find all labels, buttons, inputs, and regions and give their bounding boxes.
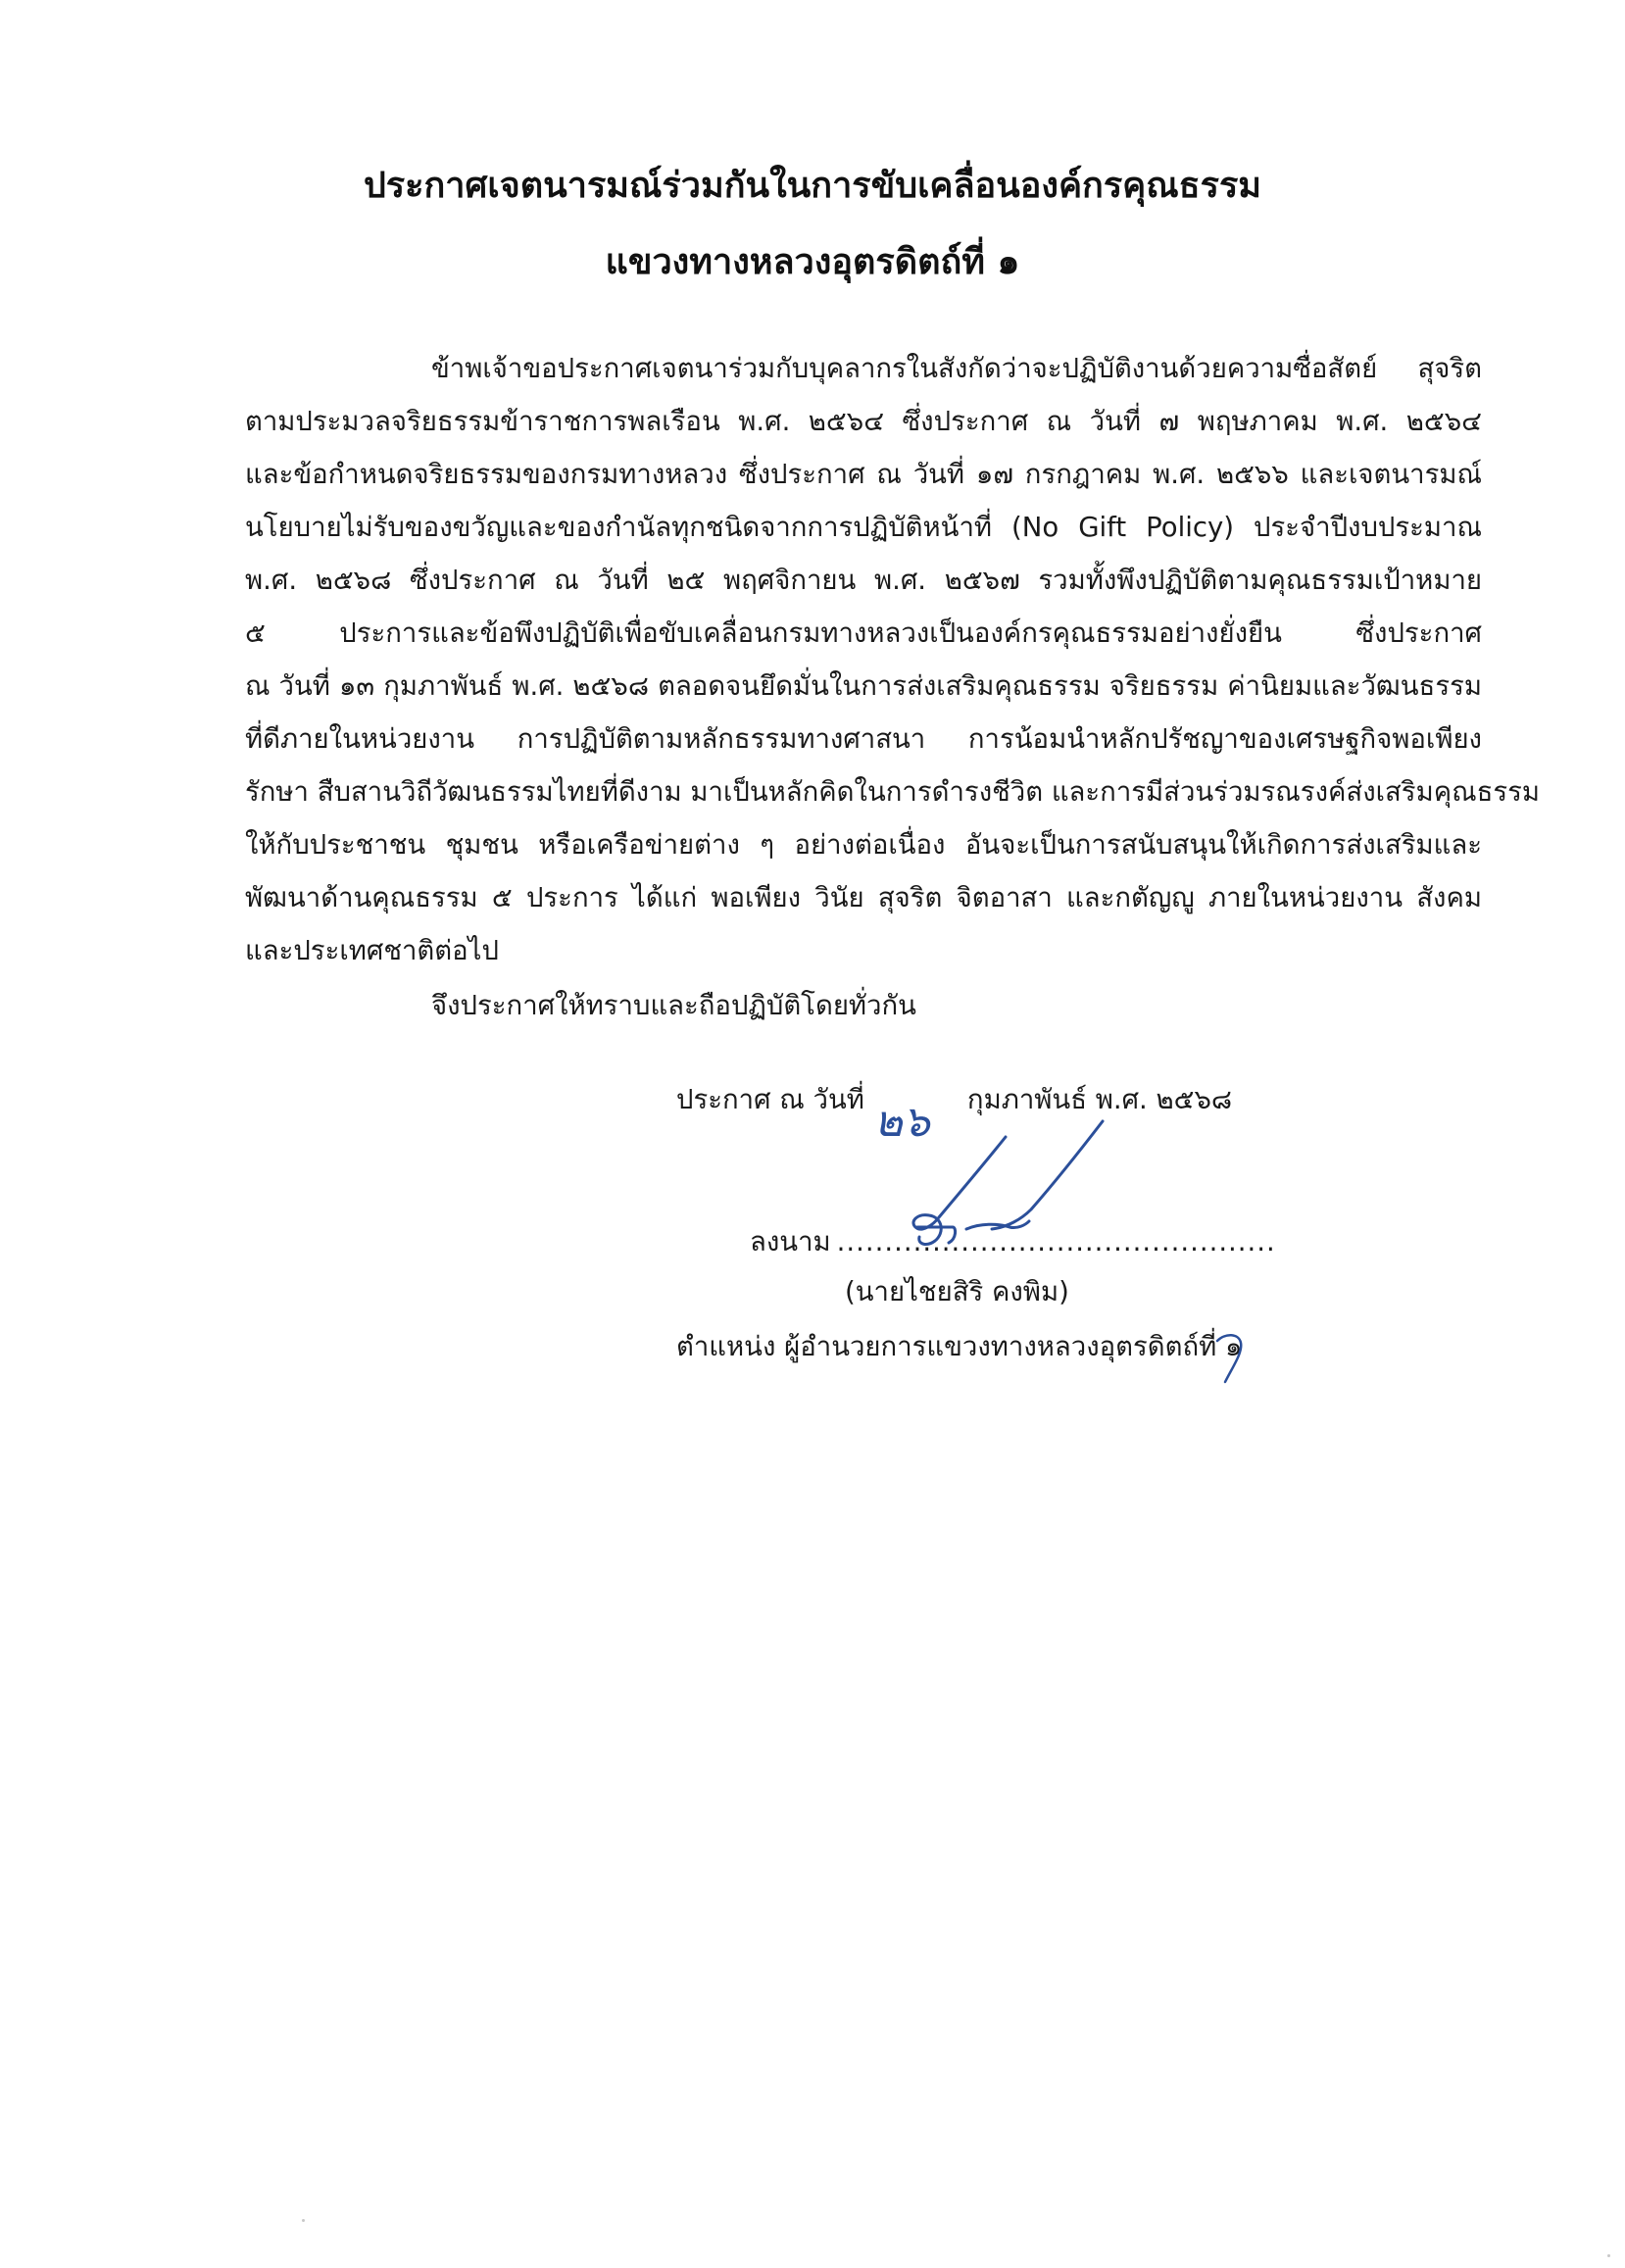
body-line: และข้อกำหนดจริยธรรมของกรมทางหลวง ซึ่งประกาศ ณ วันที่ ๑๗ กรกฎาคม พ.ศ. ๒๕๖๖ และเจตนารมณ์ xyxy=(245,459,1482,490)
body-line: พัฒนาด้านคุณธรรม ๕ ประการ ได้แก่ พอเพียง วินัย สุจริต จิตอาสา และกตัญญู ภายในหน่วยงาน สังคม xyxy=(245,882,1482,913)
body-line: ตามประมวลจริยธรรมข้าราชการพลเรือน พ.ศ. ๒๕๖๔ ซึ่งประกาศ ณ วันที่ ๗ พฤษภาคม พ.ศ. ๒๕๖๔ xyxy=(245,406,1482,437)
document-title-line-1: ประกาศเจตนารมณ์ร่วมกันในการขับเคลื่อนองค์กรคุณธรรม xyxy=(363,166,1262,206)
signature-line xyxy=(750,1220,1276,1263)
closing-statement: จึงประกาศให้ทราบและถือปฏิบัติโดยทั่วกัน xyxy=(431,990,916,1021)
body-line: นโยบายไม่รับของขวัญและของกำนัลทุกชนิดจากการปฏิบัติหน้าที่ (No Gift Policy) ประจำปีงบประมาณ xyxy=(245,512,1482,543)
body-line: ให้กับประชาชน ชุมชน หรือเครือข่ายต่าง ๆ อย่างต่อเนื่อง อันจะเป็นการสนับสนุนให้เกิดการส่งเสริมและ xyxy=(245,829,1482,861)
signature-label: ลงนาม xyxy=(750,1226,831,1257)
announcement-date xyxy=(676,1078,1233,1147)
signer-name: (นายไชยสิริ คงพิม) xyxy=(845,1276,1069,1307)
body-line: ที่ดีภายในหน่วยงาน การปฏิบัติตามหลักธรรมทางศาสนา การน้อมนำหลักปรัชญาของเศรษฐกิจพอเพียง xyxy=(245,723,1482,755)
handwritten-initial-mark xyxy=(1209,1327,1258,1386)
body-line: รักษา สืบสานวิถีวัฒนธรรมไทยที่ดีงาม มาเป็นหลักคิดในการดำรงชีวิต และการมีส่วนร่วมรณรงค์ส่งเสริมคุณธรรม xyxy=(245,776,1541,808)
document-title-line-2: แขวงทางหลวงอุตรดิตถ์ที่ ๑ xyxy=(605,242,1020,282)
scan-speck xyxy=(302,2219,305,2222)
date-prefix: ประกาศ ณ วันที่ xyxy=(676,1084,864,1115)
body-line: พ.ศ. ๒๕๖๘ ซึ่งประกาศ ณ วันที่ ๒๕ พฤศจิกายน พ.ศ. ๒๕๖๗ รวมทั้งพึงปฏิบัติตามคุณธรรมเป้าหมาย xyxy=(245,565,1482,596)
scan-speck xyxy=(1607,2254,1610,2257)
signature-dotted-line: .............................................. xyxy=(836,1226,1276,1257)
body-line: ข้าพเจ้าขอประกาศเจตนาร่วมกับบุคลากรในสังกัดว่าจะปฏิบัติงานด้วยความซื่อสัตย์ สุจริต xyxy=(431,353,1482,384)
body-line: และประเทศชาติต่อไป xyxy=(245,935,499,966)
date-month-year: กุมภาพันธ์ พ.ศ. ๒๕๖๘ xyxy=(966,1084,1233,1115)
handwritten-day: ๒๖ xyxy=(873,1097,930,1147)
signer-position: ตำแหน่ง ผู้อำนวยการแขวงทางหลวงอุตรดิตถ์ที่ ๑ xyxy=(676,1331,1243,1362)
body-line: ณ วันที่ ๑๓ กุมภาพันธ์ พ.ศ. ๒๕๖๘ ตลอดจนยึดมั่นในการส่งเสริมคุณธรรม จริยธรรม ค่านิยมและวัฒนธรรม xyxy=(245,670,1482,702)
body-line: ๕ ประการและข้อพึงปฏิบัติเพื่อขับเคลื่อนกรมทางหลวงเป็นองค์กรคุณธรรมอย่างยั่งยืน ซึ่งประกาศ xyxy=(245,617,1482,649)
